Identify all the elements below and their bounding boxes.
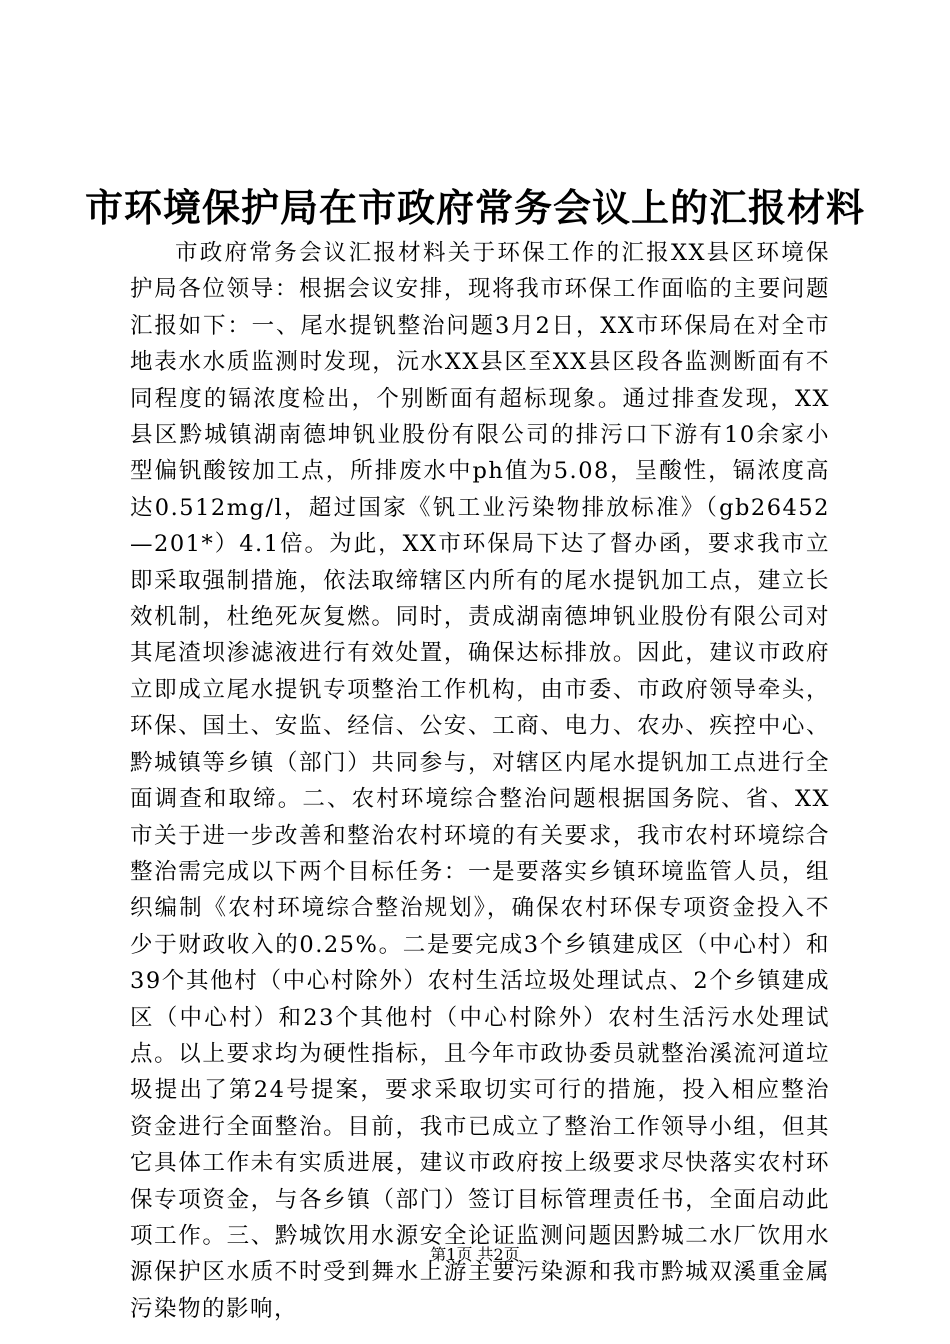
document-title: 市环境保护局在市政府常务会议上的汇报材料 bbox=[84, 185, 865, 230]
document-body-paragraph: 市政府常务会议汇报材料关于环保工作的汇报XX县区环境保护局各位领导：根据会议安排，现将我市环保工作面临的主要问题汇报如下：一、尾水提钒整治问题3月2日，XX市环保局在对全市地表水水质监测时发现，沅水XX县区至XX县区段各监测断面有不同程度的镉浓度检出，个别断面有超标现象。通过排查发现，XX县区黔城镇湖南德坤钒业股份有限公司的排污口下游有10余家小型偏钒酸铵加工点，所排废水中ph值为5.08，呈酸性，镉浓度高达0.512mg/l，超过国家《钒工业污染物排放标准》（gb26452—201*）4.1倍。为此，XX市环保局下达了督办函，要求我市立即采取强制措施，依法取缔辖区内所有的尾水提钒加工点，建立长效机制，杜绝死灰复燃。同时，责成湖南德坤钒业股份有限公司对其尾渣坝渗滤液进行有效处置，确保达标排放。因此，建议市政府立即成立尾水提钒专项整治工作机构，由市委、市政府领导牵头，环保、国土、安监、经信、公安、工商、电力、农办、疾控中心、黔城镇等乡镇（部门）共同参与，对辖区内尾水提钒加工点进行全面调查和取缔。二、农村环境综合整治问题根据国务院、省、XX市关于进一步改善和整治农村环境的有关要求，我市农村环境综合整治需完成以下两个目标任务：一是要落实乡镇环境监管人员，组织编制《农村环境综合整治规划》，确保农村环保专项资金投入不少于财政收入的0.25%。二是要完成3个乡镇建成区（中心村）和39个其他村（中心村除外）农村生活垃圾处理试点、2个乡镇建成区（中心村）和23个其他村（中心村除外）农村生活污水处理试点。以上要求均为硬性指标，且今年市政协委员就整治溪流河道垃圾提出了第24号提案，要求采取切实可行的措施，投入相应整治资金进行全面整治。目前，我市已成立了整治工作领导小组，但其它具体工作未有实质进展，建议市政府按上级要求尽快落实农村环保专项资金，与各乡镇（部门）签订目标管理责任书，全面启动此项工作。三、黔城饮用水源安全论证监测问题因黔城二水厂饮用水源保护区水质不时受到舞水上游主要污染源和我市黔城双溪重金属污染物的影响， bbox=[130, 240, 830, 1322]
page-number-footer: 第1页 共2页 bbox=[430, 1245, 520, 1264]
